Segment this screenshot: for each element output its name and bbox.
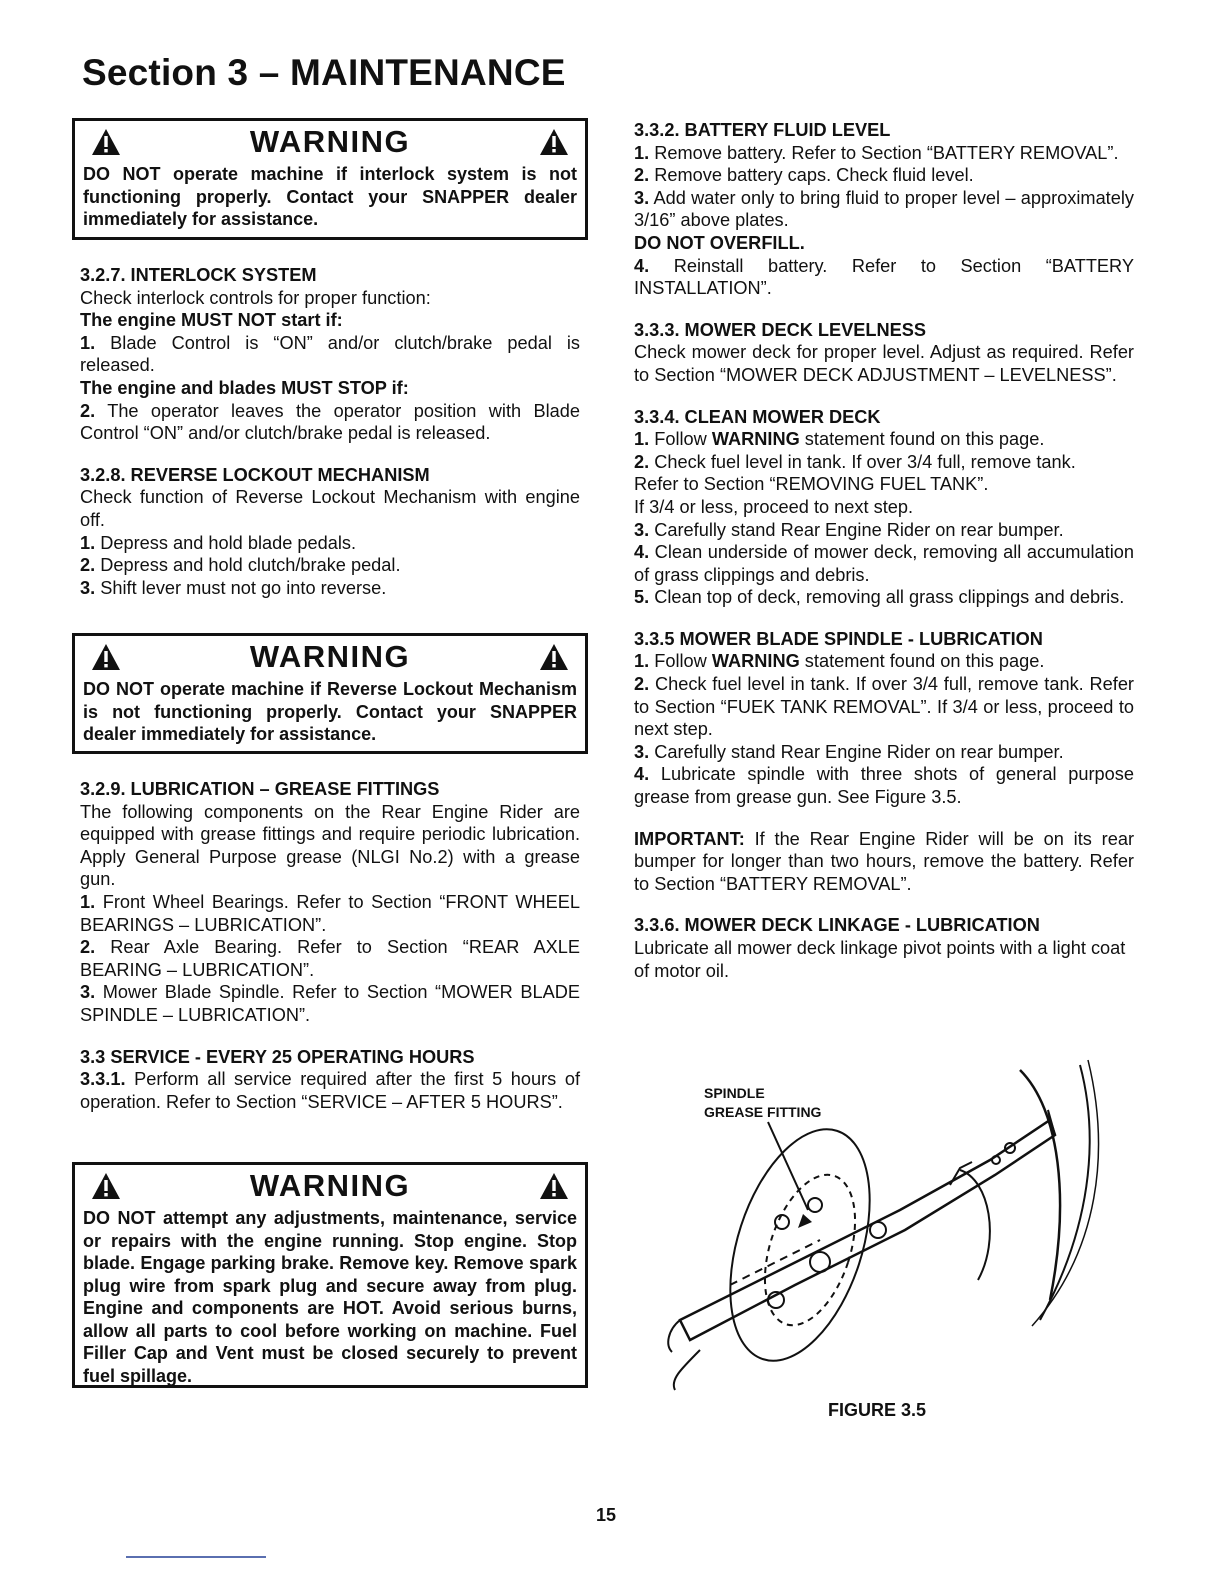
warning-triangle-icon	[91, 1172, 121, 1200]
list-item-continued: Refer to Section “REMOVING FUEL TANK”.	[634, 474, 989, 495]
page-number: 15	[596, 1505, 617, 1525]
figure-label: SPINDLE GREASE FITTING	[704, 1085, 822, 1120]
warning-triangle-icon	[539, 643, 569, 671]
warning-heading: WARNING	[249, 123, 411, 159]
section-heading: 3.3 SERVICE - EVERY 25 OPERATING HOURS	[80, 1046, 475, 1067]
list-item: 1. Follow WARNING statement found on this page.	[634, 651, 1045, 672]
subheading: The engine and blades MUST STOP if:	[80, 377, 409, 398]
list-item: 3. Carefully stand Rear Engine Rider on rear bumper.	[634, 741, 1064, 762]
list-item: 4. Clean underside of mower deck, removing all accumulation of grass clippings and debris.	[634, 542, 1134, 585]
warning-box-interlock	[72, 118, 588, 240]
list-item: 2. Check fuel level in tank. If over 3/4 full, remove tank.	[634, 451, 1076, 472]
paragraph: 3.3.1. Perform all service required after the first 5 hours of operation. Refer to Section “SERVICE – AFTER 5 HOURS”.	[80, 1069, 580, 1112]
list-item: 3. Add water only to bring fluid to proper level – approximately 3/16” above plates.	[634, 187, 1134, 231]
right-column	[634, 119, 1134, 982]
section-heading: 3.3.6. MOWER DECK LINKAGE - LUBRICATION	[634, 915, 1040, 936]
warning-triangle-icon	[539, 128, 569, 156]
list-item: 4. Reinstall battery. Refer to Section “BATTERY INSTALLATION”.	[634, 255, 1134, 299]
list-item: 2. Remove battery caps. Check fluid level.	[634, 165, 974, 186]
list-item: 1. Follow WARNING statement found on this page.	[634, 429, 1045, 450]
warning-title-row	[83, 636, 577, 678]
list-item: 2. Check fuel level in tank. If over 3/4 full, remove tank. Refer to Section “FUEK TANK REMOVAL”. If 3/4 or less, proceed to next step.	[634, 674, 1134, 740]
left-column-lower	[80, 778, 580, 1113]
paragraph: Check interlock controls for proper function:	[80, 287, 431, 308]
list-item: 2. Rear Axle Bearing. Refer to Section “REAR AXLE BEARING – LUBRICATION”.	[80, 937, 580, 980]
page-title: Section 3 – MAINTENANCE	[82, 52, 566, 93]
list-item: 3. Mower Blade Spindle. Refer to Section “MOWER BLADE SPINDLE – LUBRICATION”.	[80, 982, 580, 1025]
list-item: 3. Shift lever must not go into reverse.	[80, 577, 387, 598]
paragraph: Check mower deck for proper level. Adjust as required. Refer to Section “MOWER DECK ADJUSTMENT – LEVELNESS”.	[634, 342, 1134, 385]
footer-rule	[126, 1556, 266, 1558]
warning-text: DO NOT attempt any adjustments, maintenance, service or repairs with the engine running. Stop engine. Stop blade. Engage parking brake. Remove key. Remove spark plug wire from spark plug and secure away from plug. Engine and components are HOT. Avoid serious burns, allow all parts to cool before working on machine. Fuel Filler Cap and Vent must be closed securely to prevent fuel spillage.	[83, 1208, 577, 1386]
section-heading: 3.2.8. REVERSE LOCKOUT MECHANISM	[80, 464, 430, 485]
section-heading: 3.2.7. INTERLOCK SYSTEM	[80, 265, 317, 285]
warning-heading: WARNING	[249, 1167, 411, 1203]
warning-heading: WARNING	[249, 638, 411, 674]
list-item: 1. Remove battery. Refer to Section “BATTERY REMOVAL”.	[634, 142, 1119, 163]
list-item-continued: If 3/4 or less, proceed to next step.	[634, 496, 914, 517]
list-item: 5. Clean top of deck, removing all grass clippings and debris.	[634, 587, 1125, 608]
list-item: 1. Front Wheel Bearings. Refer to Section “FRONT WHEEL BEARINGS – LUBRICATION”.	[80, 891, 580, 935]
section-heading: 3.3.3. MOWER DECK LEVELNESS	[634, 319, 927, 340]
warning-box-reverse	[72, 633, 588, 754]
paragraph: The following components on the Rear Engine Rider are equipped with grease fittings and require periodic lubrication. Apply General Purpose grease (NLGI No.2) with a grease gun.	[80, 801, 580, 890]
subheading: The engine MUST NOT start if:	[80, 310, 343, 331]
section-heading: 3.3.5 MOWER BLADE SPINDLE - LUBRICATION	[634, 628, 1043, 649]
warning-triangle-icon	[539, 1172, 569, 1200]
section-heading: 3.3.2. BATTERY FLUID LEVEL	[634, 120, 891, 140]
caution-text: DO NOT OVERFILL.	[634, 232, 805, 253]
warning-text: DO NOT operate machine if interlock system is not functioning properly. Contact your SNAPPER dealer immediately for assistance.	[83, 164, 577, 229]
list-item: 3. Carefully stand Rear Engine Rider on rear bumper.	[634, 519, 1064, 540]
section-heading: 3.3.4. CLEAN MOWER DECK	[634, 406, 881, 427]
warning-text: DO NOT operate machine if Reverse Lockout Mechanism is not functioning properly. Contact your SNAPPER dealer immediately for assistance.	[83, 679, 577, 744]
important-note: IMPORTANT: If the Rear Engine Rider will be on its rear bumper for longer than two hours, remove the battery. Refer to Section “BATTERY REMOVAL”.	[634, 828, 1134, 894]
figure-caption: FIGURE 3.5	[828, 1400, 927, 1420]
paragraph: Lubricate all mower deck linkage pivot points with a light coat of motor oil.	[634, 938, 1126, 981]
left-column-upper	[80, 264, 580, 599]
section-heading: 3.2.9. LUBRICATION – GREASE FITTINGS	[80, 779, 440, 799]
list-item: 1. Blade Control is “ON” and/or clutch/brake pedal is released.	[80, 332, 580, 376]
warning-triangle-icon	[91, 128, 121, 156]
list-item: 2. Depress and hold clutch/brake pedal.	[80, 555, 401, 576]
warning-title-row	[83, 121, 577, 163]
list-item: 2. The operator leaves the operator position with Blade Control “ON” and/or clutch/brake pedal is released.	[80, 400, 580, 444]
warning-box-service	[72, 1162, 588, 1388]
warning-triangle-icon	[91, 643, 121, 671]
list-item: 4. Lubricate spindle with three shots of general purpose grease from grease gun. See Figure 3.5.	[634, 764, 1134, 808]
warning-title-row	[83, 1165, 577, 1207]
paragraph: Check function of Reverse Lockout Mechanism with engine off.	[80, 487, 580, 530]
list-item: 1. Depress and hold blade pedals.	[80, 532, 357, 553]
